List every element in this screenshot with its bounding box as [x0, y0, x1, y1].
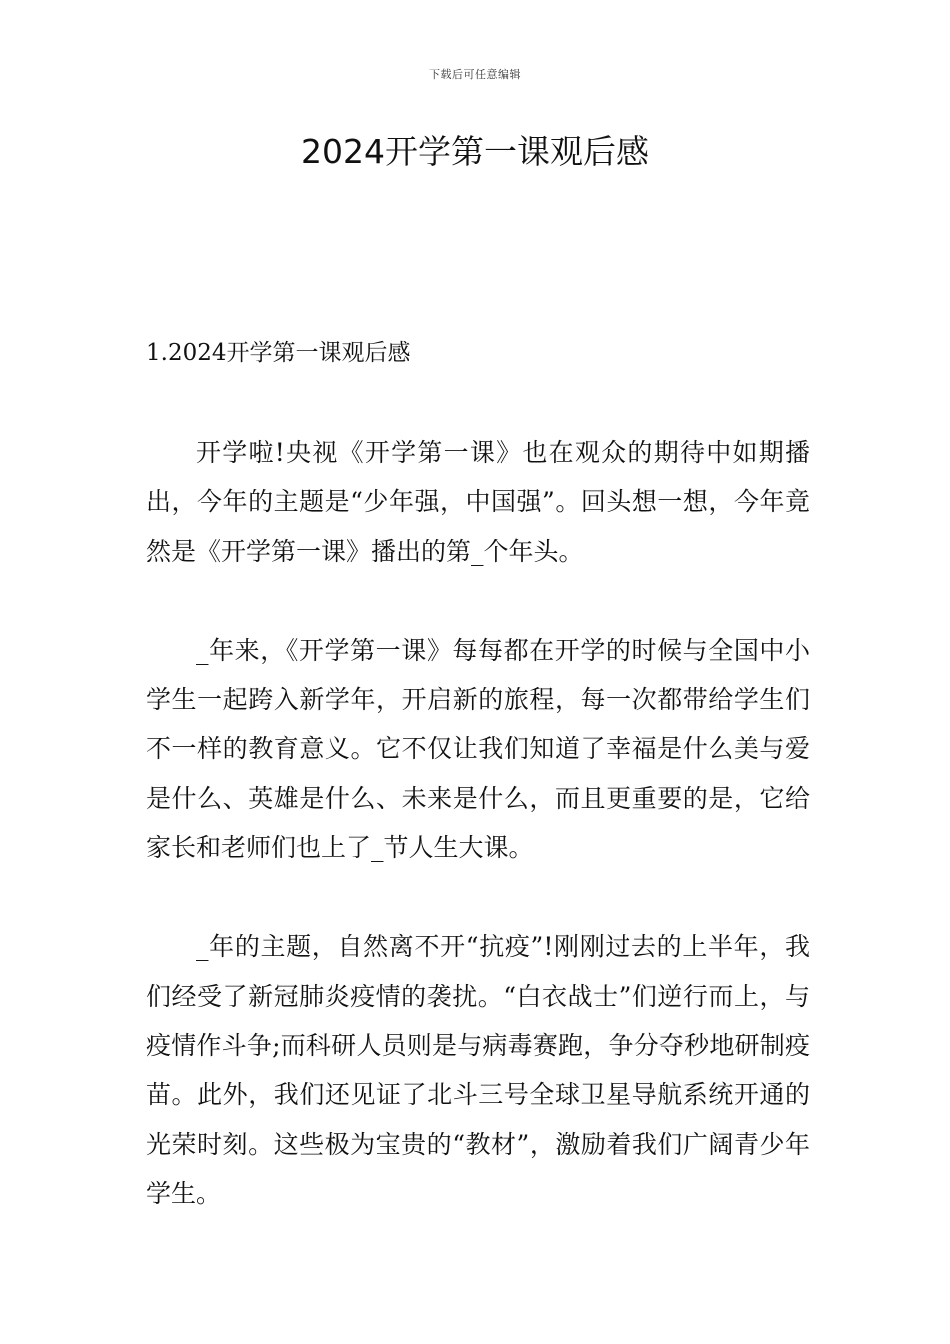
section-heading: 1.2024开学第一课观后感	[146, 340, 411, 366]
paragraph-3: _年的主题，自然离不开“抗疫”!刚刚过去的上半年，我们经受了新冠肺炎疫情的袭扰。“白衣战士”们逆行而上，与疫情作斗争;而科研人员则是与病毒赛跑，争分夺秒地研制疫苗。此外，我们还见证了北斗三号全球卫星导航系统开通的光荣时刻。这些极为宝贵的“教材”，激励着我们广阔青少年学生。	[146, 932, 810, 1208]
document-body	[146, 428, 810, 1218]
document-title: 2024开学第一课观后感	[301, 132, 649, 171]
paragraph-2: _年来，《开学第一课》每每都在开学的时候与全国中小学生一起跨入新学年，开启新的旅程，每一次都带给学生们不一样的教育意义。它不仅让我们知道了幸福是什么美与爱是什么、英雄是什么、未来是什么，而且更重要的是，它给家长和老师们也上了_节人生大课。	[146, 635, 810, 863]
paragraph-1: 开学啦!央视《开学第一课》也在观众的期待中如期播出，今年的主题是“少年强，中国强”。回头想一想，今年竟然是《开学第一课》播出的第_个年头。	[146, 438, 810, 566]
header-note: 下载后可任意编辑	[429, 68, 521, 81]
